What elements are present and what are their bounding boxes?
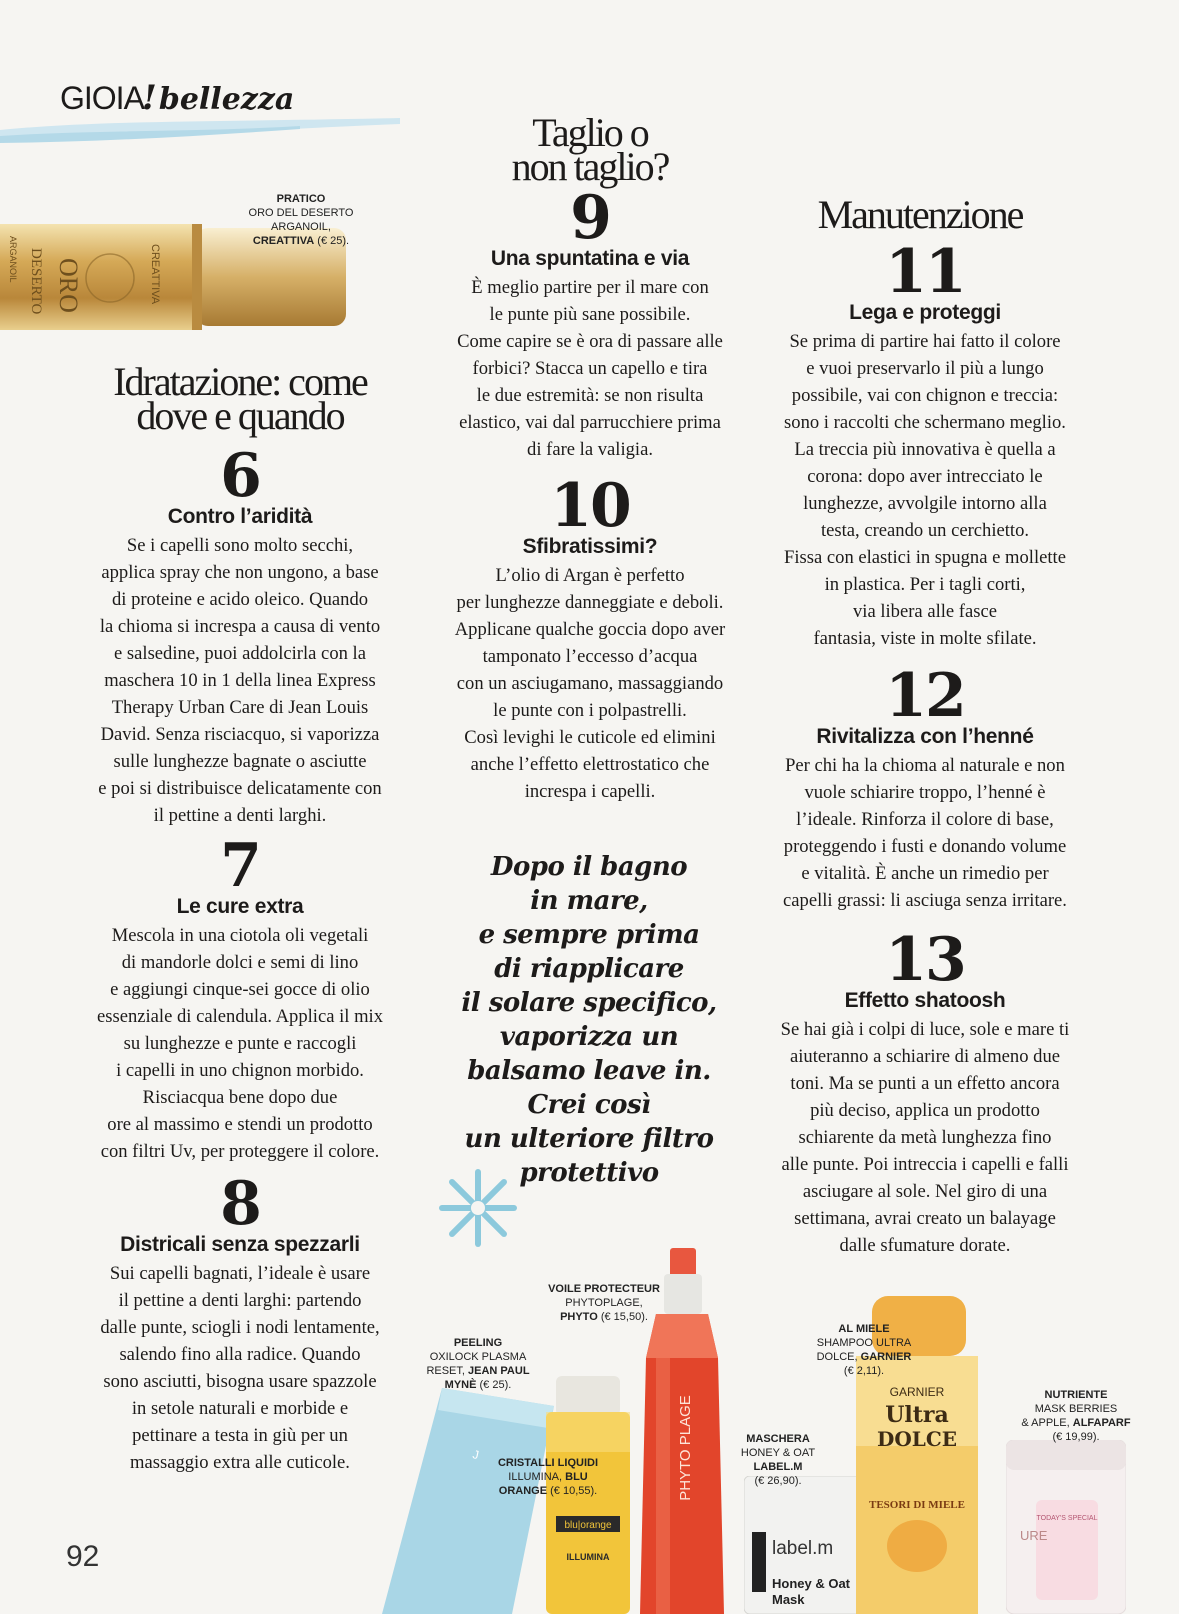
text-line: sono i raccolti che schermano meglio.	[784, 412, 1066, 433]
tip-number: 8	[220, 1169, 260, 1239]
text-line: Se hai già i colpi di luce, sole e mare ti	[780, 1019, 1070, 1040]
tip-number: 9	[570, 183, 610, 253]
text-line: aiuteranno a schiarire di almeno due	[789, 1046, 1060, 1067]
blu-orange-brand-text: blu|orange	[564, 1520, 612, 1531]
text-line: e salsedine, puoi addolcirla con la	[114, 643, 366, 664]
caption-brand: PHYTO	[560, 1311, 598, 1323]
text-line: È meglio partire per il mare con	[471, 277, 709, 298]
blu-orange-product-text: ILLUMINA	[566, 1552, 610, 1562]
tip-number: 12	[885, 661, 965, 731]
caption-miele	[808, 1322, 920, 1378]
oil-brand-text: CREATTIVA	[149, 244, 161, 305]
caption-text: OXILOCK PLASMA	[429, 1351, 527, 1363]
text-line: il solare specifico,	[461, 988, 717, 1018]
caption-brand: MYNÈ	[444, 1379, 477, 1391]
tip-8	[60, 1169, 420, 1476]
caption-brand: LABEL.M	[753, 1461, 803, 1473]
pull-quote	[434, 850, 744, 1190]
section-title-line: dove e quando	[136, 393, 344, 438]
text-line: Therapy Urban Care di Jean Louis	[111, 697, 369, 718]
text-line: maschera 10 in 1 della linea Express	[104, 670, 376, 691]
caption-brand: ORANGE	[498, 1485, 548, 1497]
oil-name-text-3: ARGANOIL	[8, 236, 18, 283]
tip-number: 7	[220, 831, 260, 901]
text-line: L’olio di Argan è perfetto	[495, 565, 685, 586]
caption-price: (€ 26,90).	[754, 1475, 802, 1487]
text-line: alle punte. Poi intreccia i capelli e falli	[781, 1154, 1069, 1175]
caption-maschera	[726, 1432, 830, 1488]
caption-title: AL MIELE	[838, 1323, 890, 1335]
tip-body	[425, 562, 755, 805]
text-line: di riapplicare	[494, 954, 684, 984]
caption-text: HONEY & OAT	[740, 1447, 816, 1459]
text-line: elastico, vai dal parrucchiere prima	[459, 412, 721, 433]
tip-body	[60, 922, 420, 1165]
text-line: le punte con i polpastrelli.	[493, 700, 687, 721]
caption-text: & APPLE,	[1021, 1417, 1070, 1429]
caption-brand: GARNIER	[860, 1351, 912, 1363]
text-line: Se prima di partire hai fatto il colore	[789, 331, 1061, 352]
tip-body	[760, 328, 1090, 652]
label-m-brand-text: label.m	[772, 1538, 834, 1559]
text-line: il pettine a denti larghi.	[153, 805, 327, 826]
tip-body	[760, 1016, 1090, 1259]
caption-voile	[540, 1282, 668, 1324]
section-tag: bellezza	[158, 82, 295, 117]
garnier-product-text: Ultra	[885, 1402, 949, 1428]
svg-text:J: J	[471, 1447, 481, 1463]
caption-title: VOILE PROTECTEUR	[548, 1283, 660, 1295]
caption-text: ORO DEL DESERTO	[248, 207, 354, 219]
text-line: Per chi ha la chioma al naturale e non	[785, 755, 1065, 776]
tip-body	[60, 532, 420, 829]
tip-title: Una spuntatina e via	[490, 247, 690, 270]
text-line: applica spray che non ungono, a base	[101, 562, 379, 583]
caption-price: (€ 19,99).	[1052, 1431, 1100, 1443]
text-line: Risciacqua bene dopo due	[142, 1087, 338, 1108]
caption-text: ILLUMINA,	[508, 1471, 563, 1483]
text-line: testa, creando un cerchietto.	[820, 520, 1030, 541]
caption-brand: CREATTIVA	[252, 235, 315, 247]
caption-pratico	[236, 192, 366, 248]
magazine-header	[60, 78, 294, 118]
magazine-logo: GIOIA	[60, 80, 144, 116]
tip-7	[60, 831, 420, 1165]
phyto-product-text: PHYTO PLAGE	[677, 1395, 694, 1501]
text-line: le punte più sane possibile.	[489, 304, 691, 325]
tip-title: Sfibratissimi?	[522, 535, 658, 558]
text-line: asciugare al sole. Nel giro di una	[802, 1181, 1048, 1202]
caption-price: (€ 25).	[479, 1379, 512, 1391]
text-line: capelli grassi: li asciuga senza irritare.	[783, 890, 1067, 911]
tip-title: Effetto shatoosh	[844, 989, 1006, 1012]
text-line: forbici? Stacca un capello e tira	[472, 358, 708, 379]
text-line: per lunghezze danneggiate e deboli.	[456, 592, 724, 613]
alfaparf-mask-image	[1006, 1440, 1126, 1614]
text-line: su lunghezze e punte e raccogli	[123, 1033, 357, 1054]
text-line: i capelli in uno chignon morbido.	[116, 1060, 364, 1081]
tip-title: Contro l’aridità	[167, 505, 313, 528]
text-line: protettivo	[519, 1158, 659, 1188]
caption-title: CRISTALLI LIQUIDI	[497, 1457, 598, 1469]
text-line: sulle lunghezze bagnate o asciutte	[113, 751, 367, 772]
section-title-line: Taglio o	[532, 110, 648, 155]
tip-12	[760, 661, 1090, 914]
text-line: dalle sfumature dorate.	[839, 1235, 1011, 1256]
tip-title: Lega e proteggi	[849, 301, 1001, 324]
text-line: lunghezze, avvolgile intorno alla	[803, 493, 1047, 514]
garnier-sub-text: TESORI DI MIELE	[869, 1499, 965, 1511]
text-line: e poi si distribuisce delicatamente con	[98, 778, 382, 799]
caption-price: (€ 10,55).	[550, 1485, 598, 1497]
caption-text: PHYTOPLAGE,	[565, 1297, 643, 1309]
tip-title: Rivitalizza con l’henné	[816, 725, 1034, 748]
text-line: più deciso, applica un prodotto	[810, 1100, 1040, 1121]
text-line: corona: dopo aver intrecciato le	[807, 466, 1043, 487]
tip-9	[425, 183, 755, 463]
text-line: possibile, vai con chignon e treccia:	[791, 385, 1059, 406]
text-line: tamponato l’eccesso d’acqua	[482, 646, 698, 667]
tip-body	[425, 274, 755, 463]
caption-price: (€ 15,50).	[600, 1311, 648, 1323]
label-m-product-text: Honey & Oat	[772, 1576, 851, 1591]
text-line: increspa i capelli.	[524, 781, 656, 802]
caption-title: MASCHERA	[746, 1433, 810, 1445]
caption-title: PEELING	[453, 1337, 503, 1349]
logo-exclamation: !	[141, 78, 157, 118]
text-line: settimana, avrai creato un balayage	[794, 1208, 1056, 1229]
garnier-brand-text: GARNIER	[889, 1385, 945, 1399]
text-line: vaporizza un	[499, 1022, 679, 1052]
caption-cristalli	[486, 1456, 610, 1498]
tip-body	[60, 1260, 420, 1476]
section-title-idratazione	[60, 359, 420, 438]
text-line: e aggiungi cinque-sei gocce di olio	[110, 979, 370, 1000]
peeling-sachet-image	[382, 1388, 554, 1614]
text-line: Come capire se è ora di passare alle	[457, 331, 723, 352]
text-line: anche l’effetto elettrostatico che	[470, 754, 710, 775]
text-line: Sui capelli bagnati, l’ideale è usare	[109, 1263, 371, 1284]
tip-body	[760, 752, 1090, 914]
text-line: ore al massimo e stendi un prodotto	[107, 1114, 373, 1135]
tip-number: 6	[220, 441, 260, 511]
alfaparf-product-text: TODAY'S SPECIAL	[1036, 1515, 1098, 1522]
text-line: Così levighi le cuticole ed elimini	[464, 727, 716, 748]
asterisk-decoration-icon	[436, 1166, 520, 1250]
section-title-line: non taglio?	[511, 144, 669, 189]
tip-6	[60, 441, 420, 829]
text-line: in mare,	[530, 886, 648, 916]
tip-number: 11	[885, 237, 965, 307]
text-line: vuole schiarire troppo, l’henné è	[804, 782, 1046, 803]
caption-title: NUTRIENTE	[1044, 1389, 1108, 1401]
text-line: di proteine e acido oleico. Quando	[111, 589, 369, 610]
text-line: essenziale di calendula. Applica il mix	[96, 1006, 384, 1027]
section-title-taglio	[440, 110, 740, 189]
text-line: pettinare a testa in giù per un	[132, 1425, 348, 1446]
tip-number: 10	[550, 471, 630, 541]
text-line: schiarente da metà lunghezza fino	[798, 1127, 1052, 1148]
section-title-manutenzione	[770, 192, 1070, 237]
text-line: Mescola in una ciotola oli vegetali	[111, 925, 369, 946]
text-line: Applicane qualche goccia dopo aver	[454, 619, 726, 640]
text-line: con un asciugamano, massaggiando	[456, 673, 724, 694]
tip-11	[760, 237, 1090, 652]
tip-title: Le cure extra	[176, 895, 304, 918]
caption-price: (€ 25).	[317, 235, 350, 247]
tip-number: 13	[885, 925, 965, 995]
caption-nutriente	[1014, 1388, 1138, 1444]
text-line: balsamo leave in.	[467, 1056, 711, 1086]
text-line: La treccia più innovativa è quella a	[794, 439, 1056, 460]
text-line: il pettine a denti larghi: partendo	[118, 1290, 362, 1311]
text-line: di fare la valigia.	[527, 439, 653, 460]
text-line: toni. Ma se punti a un effetto ancora	[790, 1073, 1060, 1094]
text-line: in setole naturali e morbide e	[131, 1398, 349, 1419]
caption-text: SHAMPOO ULTRA	[816, 1337, 912, 1349]
text-line: dalle punte, sciogli i nodi lentamente,	[100, 1317, 380, 1338]
page-number: 92	[66, 1540, 100, 1573]
tip-13	[760, 925, 1090, 1259]
text-line: fantasia, viste in molte sfilate.	[813, 628, 1037, 649]
section-title-line: Idratazione: come	[113, 359, 367, 404]
text-line: la chioma si increspa a causa di vento	[99, 616, 381, 637]
text-line: Fissa con elastici in spugna e mollette	[784, 547, 1066, 568]
text-line: sono asciutti, bisogna usare spazzole	[103, 1371, 377, 1392]
caption-text: ARGANOIL,	[271, 221, 331, 233]
garnier-product-text-2: DOLCE	[877, 1427, 957, 1451]
text-line: e vitalità. È anche un rimedio per	[801, 863, 1049, 884]
caption-text: DOLCE,	[816, 1351, 858, 1363]
text-line: con filtri Uv, per proteggere il colore.	[100, 1141, 380, 1162]
text-line: via libera alle fasce	[852, 601, 997, 622]
section-title-line: Manutenzione	[817, 192, 1023, 237]
text-line: Se i capelli sono molto secchi,	[126, 535, 354, 556]
text-line: e sempre prima	[478, 920, 700, 950]
caption-text: RESET,	[426, 1365, 465, 1377]
text-line: di mandorle dolci e semi di lino	[121, 952, 359, 973]
caption-brand: JEAN PAUL	[468, 1365, 530, 1377]
text-line: salendo fino alla radice. Quando	[119, 1344, 361, 1365]
text-line: Dopo il bagno	[490, 852, 688, 882]
alfaparf-product-text-2: URE	[1020, 1528, 1048, 1543]
caption-text: MASK BERRIES	[1034, 1403, 1118, 1415]
caption-peeling	[420, 1336, 536, 1392]
tip-title: Districali senza spezzarli	[120, 1233, 360, 1256]
label-m-product-text-2: Mask	[772, 1592, 805, 1607]
oil-name-text: ORO	[54, 258, 83, 313]
caption-price: (€ 2,11).	[843, 1365, 885, 1377]
text-line: massaggio extra alle cuticole.	[130, 1452, 350, 1473]
text-line: David. Senza risciacquo, si vaporizza	[100, 724, 380, 745]
caption-brand: BLU	[565, 1471, 588, 1483]
text-line: in plastica. Per i tagli corti,	[824, 574, 1026, 595]
blue-wave-decoration	[0, 116, 400, 146]
text-line: un ulteriore filtro	[464, 1124, 714, 1154]
text-line: l’ideale. Rinforza il colore di base,	[796, 809, 1054, 830]
caption-brand: ALFAPARF	[1072, 1417, 1131, 1429]
caption-title: PRATICO	[276, 193, 326, 205]
text-line: Crei così	[527, 1090, 651, 1120]
text-line: le due estremità: se non risulta	[476, 385, 704, 406]
text-line: proteggendo i fusti e donando volume	[783, 836, 1067, 857]
oil-name-text-2: DESERTO	[28, 248, 44, 315]
tip-10	[425, 471, 755, 805]
text-line: e vuoi preservarlo il più a lungo	[806, 358, 1044, 379]
